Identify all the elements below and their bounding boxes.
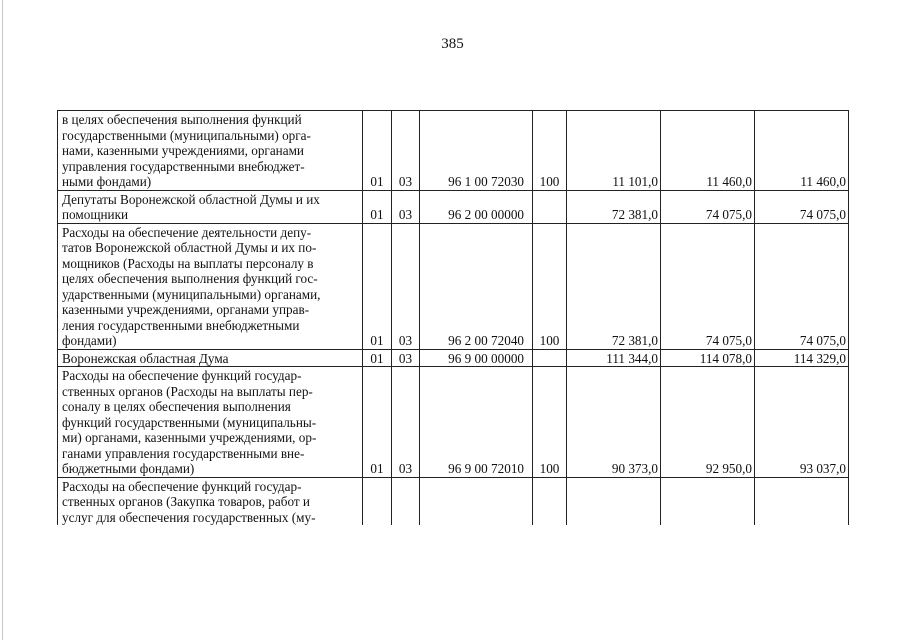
- expense-name-line: ми) органами, казенными учреждениями, ор-: [62, 430, 317, 445]
- amount-year2-cell: 74 075,0: [661, 223, 755, 349]
- table-row: [58, 349, 849, 367]
- target-article-cell: 96 1 00 72030: [420, 111, 533, 191]
- table-row: [58, 367, 849, 478]
- expense-name-line: Депутаты Воронежской областной Думы и их: [62, 191, 320, 207]
- subsection-code-cell: 03: [392, 223, 420, 349]
- table-row: [58, 111, 849, 191]
- expense-name-line: нами, казенными учреждениями, органами: [62, 143, 304, 158]
- expense-name-cell: [58, 367, 363, 478]
- budget-table: [57, 110, 849, 525]
- section-code-cell: 01: [363, 349, 392, 367]
- expense-name-cell: [58, 223, 363, 349]
- subsection-code-cell: 03: [392, 111, 420, 191]
- expense-name-line: фондами): [62, 333, 117, 348]
- amount-year2-cell: 74 075,0: [661, 190, 755, 223]
- amount-year1-cell: [567, 477, 661, 525]
- expense-name-line: помощники: [62, 207, 129, 222]
- table-row: [58, 190, 849, 223]
- expense-type-cell: 100: [533, 111, 567, 191]
- expense-name-line: татов Воронежской областной Думы и их по-: [62, 240, 317, 255]
- expense-name-line: бюджетными фондами): [62, 461, 195, 476]
- section-code-cell: 01: [363, 111, 392, 191]
- amount-year1-cell: 11 101,0: [567, 111, 661, 191]
- expense-type-cell: [533, 349, 567, 367]
- page-number: 385: [441, 36, 464, 52]
- expense-type-cell: 100: [533, 367, 567, 478]
- expense-name-line: ными фондами): [62, 174, 152, 189]
- amount-year3-cell: 11 460,0: [755, 111, 849, 191]
- expense-name-line: целях обеспечения выполнения функций гос-: [62, 271, 318, 286]
- amount-year1-cell: 90 373,0: [567, 367, 661, 478]
- expense-name-line: ственных органов (Расходы на выплаты пер-: [62, 383, 313, 399]
- expense-name-cell: [58, 111, 363, 191]
- target-article-cell: [420, 477, 533, 525]
- section-code-cell: 01: [363, 190, 392, 223]
- amount-year1-cell: 111 344,0: [567, 349, 661, 367]
- amount-year3-cell: 114 329,0: [755, 349, 849, 367]
- amount-year1-cell: 72 381,0: [567, 223, 661, 349]
- budget-table-body: [58, 111, 849, 526]
- section-code-cell: [363, 477, 392, 525]
- expense-name-line: ления государственными внебюджетными: [62, 317, 300, 333]
- expense-type-cell: [533, 477, 567, 525]
- section-code-cell: 01: [363, 223, 392, 349]
- expense-name-line: соналу в целях обеспечения выполнения: [62, 399, 291, 414]
- expense-name-line: функций государственными (муниципальны-: [62, 414, 317, 430]
- target-article-cell: 96 2 00 72040: [420, 223, 533, 349]
- amount-year3-cell: 74 075,0: [755, 190, 849, 223]
- expense-name-line: Воронежская областная Дума: [62, 350, 229, 366]
- target-article-cell: 96 9 00 00000: [420, 349, 533, 367]
- expense-name-cell: [58, 349, 363, 367]
- expense-name-line: в целях обеспечения выполнения функций: [62, 112, 302, 127]
- amount-year2-cell: 114 078,0: [661, 349, 755, 367]
- expense-name-line: ударственными (муниципальными) органами,: [62, 286, 321, 302]
- expense-name-line: Расходы на обеспечение функций государ-: [62, 478, 302, 494]
- expense-name-line: услуг для обеспечения государственных (му-: [62, 509, 316, 525]
- amount-year3-cell: [755, 477, 849, 525]
- expense-name-cell: [58, 190, 363, 223]
- target-article-cell: 96 9 00 72010: [420, 367, 533, 478]
- subsection-code-cell: 03: [392, 349, 420, 367]
- amount-year2-cell: 92 950,0: [661, 367, 755, 478]
- subsection-code-cell: [392, 477, 420, 525]
- amount-year3-cell: 74 075,0: [755, 223, 849, 349]
- amount-year2-cell: 11 460,0: [661, 111, 755, 191]
- expense-name-line: казенными учреждениями, органами управ-: [62, 302, 310, 317]
- amount-year2-cell: [661, 477, 755, 525]
- table-row: [58, 223, 849, 349]
- expense-name-line: Расходы на обеспечение деятельности депу-: [62, 224, 312, 240]
- table-row: [58, 477, 849, 525]
- expense-name-line: мощников (Расходы на выплаты персоналу в: [62, 255, 314, 271]
- amount-year3-cell: 93 037,0: [755, 367, 849, 478]
- target-article-cell: 96 2 00 00000: [420, 190, 533, 223]
- expense-type-cell: 100: [533, 223, 567, 349]
- expense-name-line: государственными (муниципальными) орга-: [62, 127, 311, 143]
- section-code-cell: 01: [363, 367, 392, 478]
- expense-name-cell: [58, 477, 363, 525]
- expense-name-line: ственных органов (Закупка товаров, работ и: [62, 494, 310, 509]
- subsection-code-cell: 03: [392, 190, 420, 223]
- subsection-code-cell: 03: [392, 367, 420, 478]
- expense-name-line: Расходы на обеспечение функций государ-: [62, 368, 302, 383]
- amount-year1-cell: 72 381,0: [567, 190, 661, 223]
- scan-edge-line: [2, 0, 3, 640]
- expense-name-line: ганами управления государственными вне-: [62, 445, 305, 461]
- expense-name-line: управления государственными внебюджет-: [62, 158, 305, 174]
- expense-type-cell: [533, 190, 567, 223]
